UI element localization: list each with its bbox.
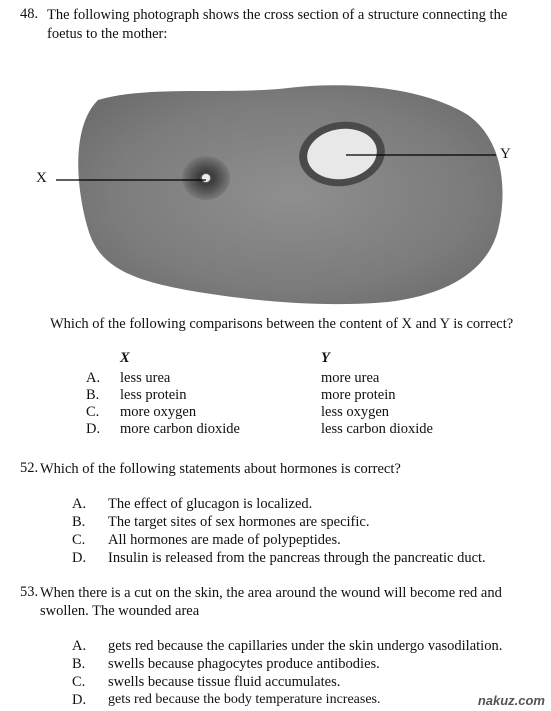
question-52-number: 52. <box>20 460 39 476</box>
label-x: X <box>36 170 47 186</box>
q53-option-a-letter: A. <box>72 638 87 654</box>
option-d-letter: D. <box>86 421 101 437</box>
option-a-x: less urea <box>120 370 171 386</box>
q52-option-b-letter: B. <box>72 514 86 530</box>
question-48-number: 48. <box>20 6 39 22</box>
option-b-y: more protein <box>321 387 396 403</box>
option-d-y: less carbon dioxide <box>321 421 433 437</box>
option-d-x: more carbon dioxide <box>120 421 240 437</box>
cross-section-photo <box>28 70 528 310</box>
label-y: Y <box>500 146 511 162</box>
q53-option-d-letter: D. <box>72 692 87 708</box>
question-53-stem-line1: When there is a cut on the skin, the area around the wound will become red and <box>40 585 502 601</box>
column-x-header: X <box>120 350 130 366</box>
q53-option-c-letter: C. <box>72 674 86 690</box>
q53-option-d-text: gets red because the body temperature increases. <box>108 692 381 707</box>
option-c-letter: C. <box>86 404 100 420</box>
q52-option-c-letter: C. <box>72 532 86 548</box>
option-a-letter: A. <box>86 370 101 386</box>
q52-option-c-text: All hormones are made of polypeptides. <box>108 532 341 548</box>
column-y-header: Y <box>321 350 330 366</box>
option-c-y: less oxygen <box>321 404 390 420</box>
option-b-x: less protein <box>120 387 187 403</box>
question-48-prompt: Which of the following comparisons between the content of X and Y is correct? <box>50 316 514 332</box>
q53-option-b-letter: B. <box>72 656 86 672</box>
q53-option-a-text: gets red because the capillaries under the skin undergo vasodilation. <box>108 638 503 654</box>
question-48-stem-line2: foetus to the mother: <box>47 26 168 42</box>
q52-option-a-text: The effect of glucagon is localized. <box>108 496 313 512</box>
option-b-letter: B. <box>86 387 100 403</box>
q52-option-b-text: The target sites of sex hormones are specific. <box>108 514 370 530</box>
option-a-y: more urea <box>321 370 380 386</box>
q53-option-b-text: swells because phagocytes produce antibodies. <box>108 656 380 672</box>
question-48-stem-line1: The following photograph shows the cross section of a structure connecting the <box>47 7 508 23</box>
vessel-x-lumen <box>202 174 210 182</box>
question-53-number: 53. <box>20 584 39 600</box>
site-watermark: nakuz.com <box>477 693 545 708</box>
q53-option-c-text: swells because tissue fluid accumulates. <box>108 674 341 690</box>
q52-option-a-letter: A. <box>72 496 87 512</box>
q52-option-d-text: Insulin is released from the pancreas through the pancreatic duct. <box>108 550 486 566</box>
question-53-stem-line2: swollen. The wounded area <box>40 603 200 619</box>
umbilical-cord-cross-section-figure <box>28 70 528 310</box>
question-52-stem: Which of the following statements about hormones is correct? <box>40 461 401 477</box>
q52-option-d-letter: D. <box>72 550 87 566</box>
option-c-x: more oxygen <box>120 404 197 420</box>
tissue-body <box>78 85 502 304</box>
